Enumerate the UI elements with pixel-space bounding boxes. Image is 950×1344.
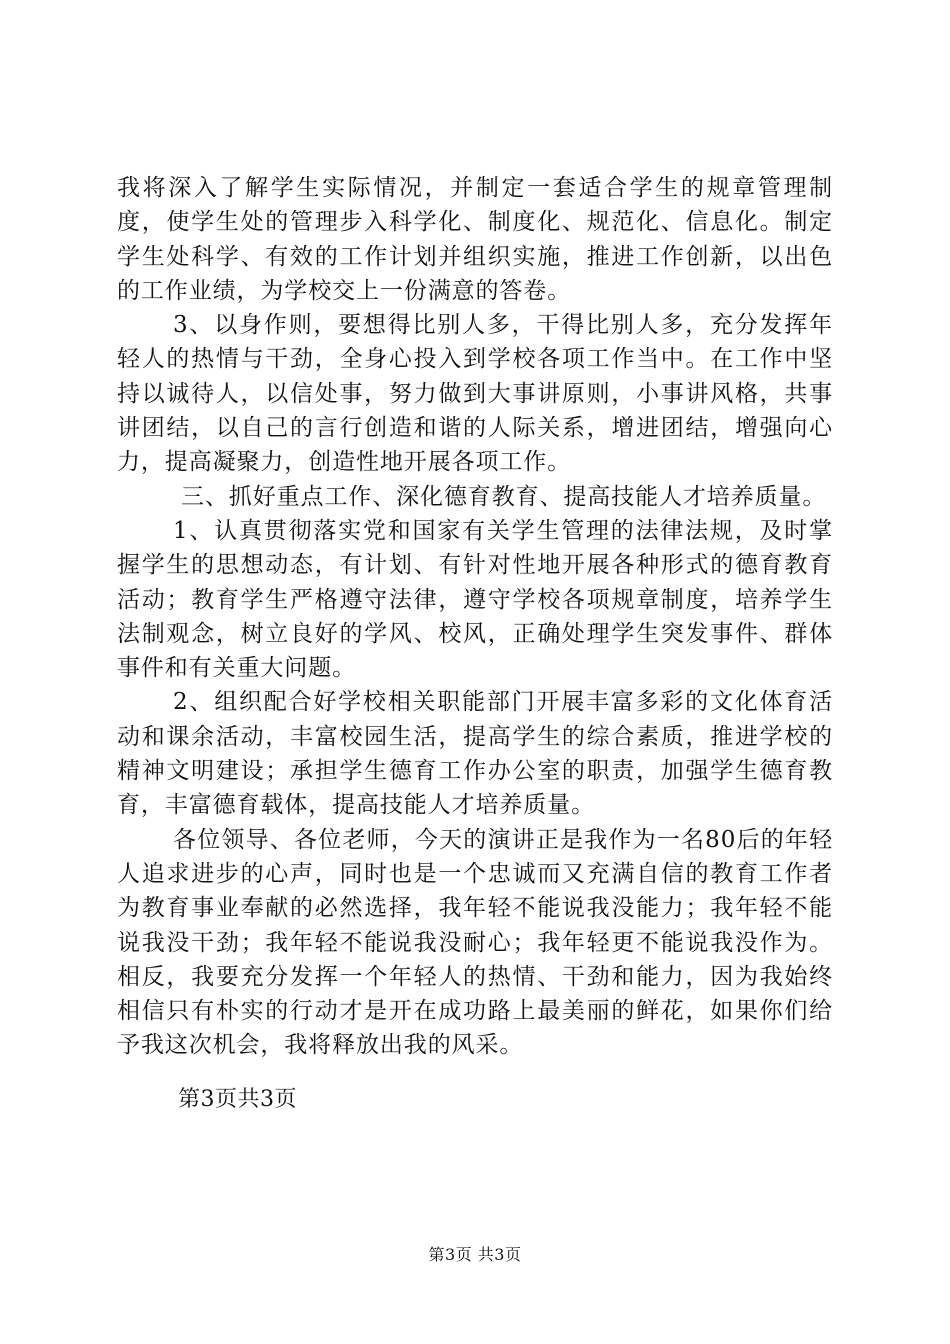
paragraph-closing: 各位领导、各位老师，今天的演讲正是我作为一名80后的年轻人追求进步的心声，同时也是一个忠诚而又充满自信的教育工作者为教育事业奉献的必然选择，我年轻不能说我没能力；我年轻不能说我没干劲；我年轻不能说我没耐心；我年轻更不能说我没作为。相反，我要充分发挥一个年轻人的热情、干劲和能力，因为我始终相信只有朴实的行动才是开在成功路上最美丽的鲜花，如果你们给予我这次机会，我将释放出我的风采。 xyxy=(117,826,833,1059)
paragraph-point-1: 1、认真贯彻落实党和国家有关学生管理的法律法规，及时掌握学生的思想动态，有计划、有针对性地开展各种形式的德育教育活动；教育学生严格遵守法律，遵守学校各项规章制度，培养学生法制观念，树立良好的学风、校风，正确处理学生突发事件、群体事件和有关重大问题。 xyxy=(117,517,833,682)
paragraph-continuation: 我将深入了解学生实际情况，并制定一套适合学生的规章管理制度，使学生处的管理步入科学化、制度化、规范化、信息化。制定学生处科学、有效的工作计划并组织实施，推进工作创新，以出色的工作业绩，为学校交上一份满意的答卷。 xyxy=(117,175,833,304)
paragraph-point-2: 2、组织配合好学校相关职能部门开展丰富多彩的文化体育活动和课余活动，丰富校园生活，提高学生的综合素质，推进学校的精神文明建设；承担学生德育工作办公室的职责，加强学生德育教育，丰富德育载体，提高技能人才培养质量。 xyxy=(117,689,833,819)
section-heading-3: 三、抓好重点工作、深化德育教育、提高技能人才培养质量。 xyxy=(181,483,827,510)
document-body xyxy=(117,171,833,1063)
inline-page-number: 第3页共3页 xyxy=(178,1087,297,1112)
footer-page-number: 第3页 共3页 xyxy=(428,1245,522,1264)
paragraph-point-3: 3、以身作则，要想得比别人多，干得比别人多，充分发挥年轻人的热情与干劲，全身心投入到学校各项工作当中。在工作中坚持以诚待人，以信处事，努力做到大事讲原则，小事讲风格，共事讲团结，以自己的言行创造和谐的人际关系，增进团结，增强向心力，提高凝聚力，创造性地开展各项工作。 xyxy=(117,312,833,476)
